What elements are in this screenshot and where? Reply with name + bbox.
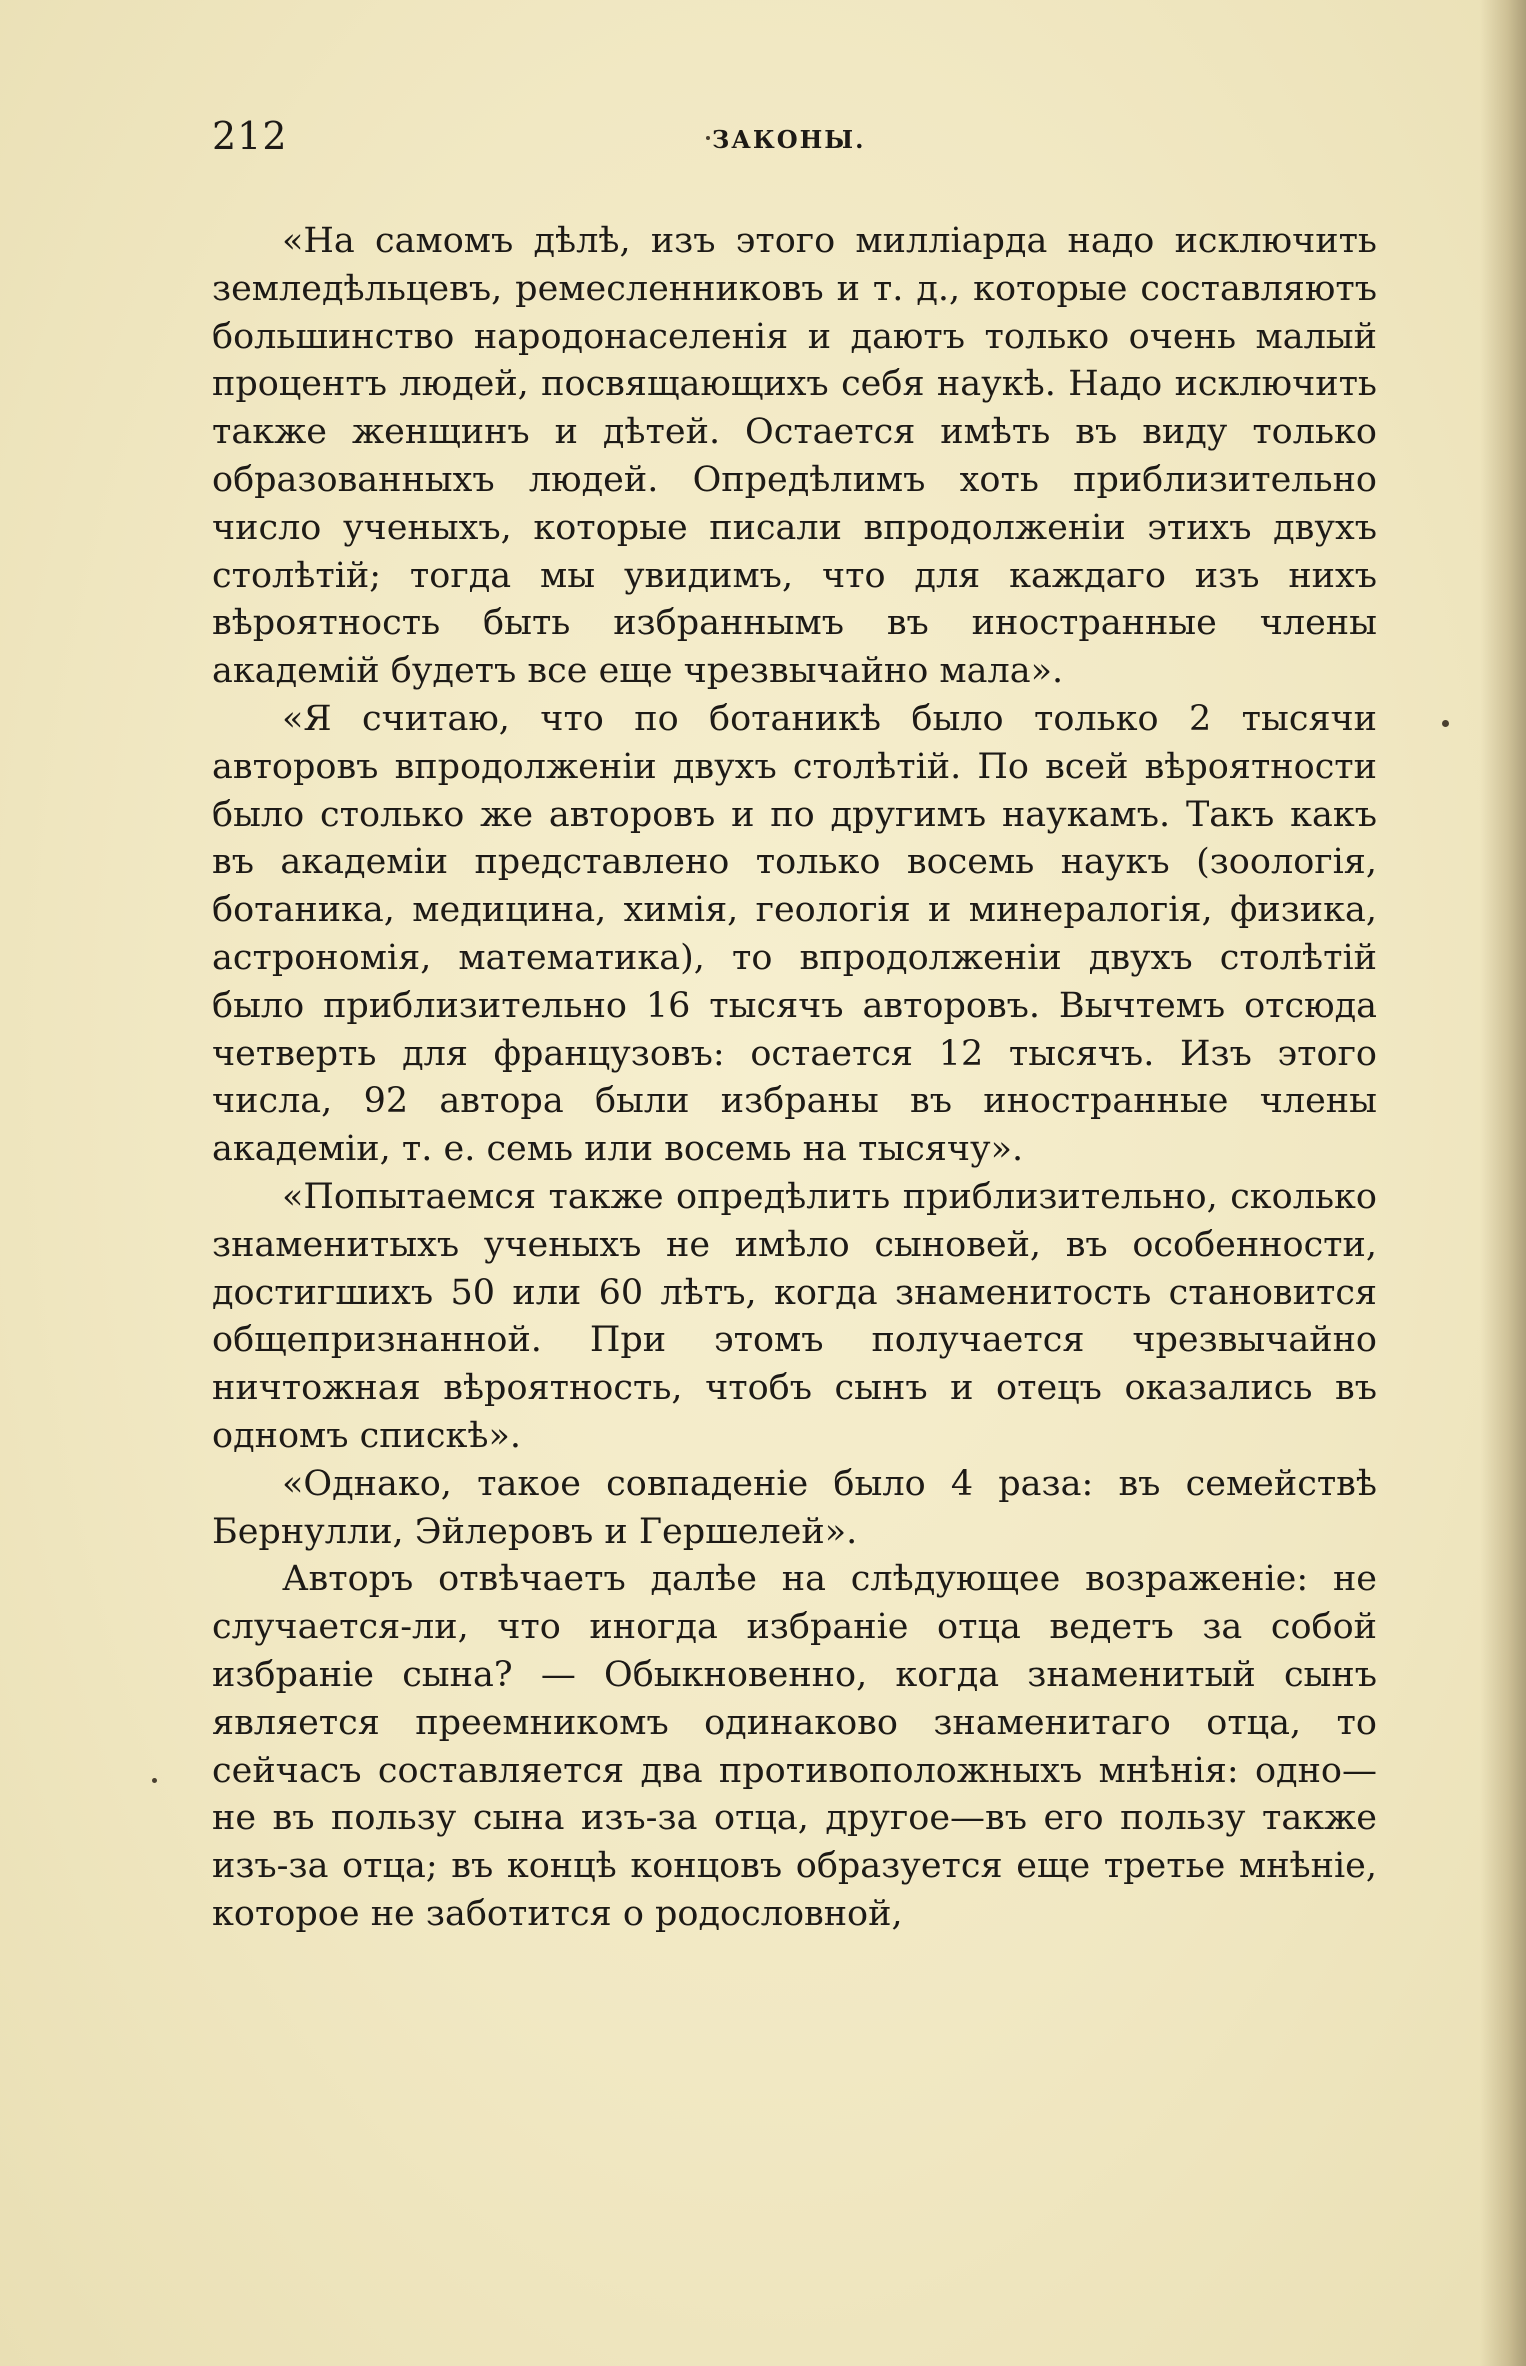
body-text — [212, 218, 1377, 1939]
ink-speck — [152, 1778, 157, 1783]
page-number: 212 — [212, 114, 288, 158]
paragraph-2: «Я считаю, что по ботаникѣ было только 2 тысячи авторовъ впродолженіи двухъ столѣтій. По всей вѣроятности было столько же авторовъ и по другимъ наукамъ. Такъ какъ въ академіи представлено только восемь наукъ (зоологія, ботаника, медицина, химія, геологія и минералогія, физика, астрономія, математика), то впродолженіи двухъ столѣтій было приблизительно 16 тысячъ авторовъ. Вычтемъ отсюда четверть для французовъ: остается 12 тысячъ. Изъ этого числа, 92 автора были избраны въ иностранные члены академіи, т. е. семь или восемь на тысячу». — [212, 698, 1377, 1170]
running-title: ЗАКОНЫ. — [712, 125, 866, 154]
page-edge-shadow — [1480, 0, 1526, 2366]
ink-speck — [1442, 720, 1449, 727]
page-header — [212, 112, 1377, 172]
paragraph-1: «На самомъ дѣлѣ, изъ этого милліарда надо исключить земледѣльцевъ, ремесленниковъ и т. д., которые составляютъ большинство народонаселенія и даютъ только очень малый процентъ людей, посвящающихъ себя наукѣ. Надо исключить также женщинъ и дѣтей. Остается имѣть въ виду только образованныхъ людей. Опредѣлимъ хоть приблизительно число ученыхъ, которые писали впродолженіи этихъ двухъ столѣтій; тогда мы увидимъ, что для каждаго изъ нихъ вѣроятность быть избраннымъ въ иностранные члены академій будетъ все еще чрезвычайно мала». — [212, 221, 1377, 692]
paragraph-5: Авторъ отвѣчаетъ далѣе на слѣдующее возраженіе: не случается-ли, что иногда избраніе отца ведетъ за собой избраніе сына? — Обыкновенно, когда знаменитый сынъ является преемникомъ одинаково знаменитаго отца, то сейчасъ составляется два противоположныхъ мнѣнія: одно—не въ пользу сына изъ-за отца, другое—въ его пользу также изъ-за отца; въ концѣ концовъ образуется еще третье мнѣніе, которое не заботится о родословной, — [212, 1559, 1377, 1934]
ink-speck — [706, 136, 710, 140]
paragraph-4: «Однако, такое совпаденіе было 4 раза: въ семействѣ Бернулли, Эйлеровъ и Гершелей». — [212, 1463, 1377, 1552]
paragraph-3: «Попытаемся также опредѣлить приблизительно, сколько знаменитыхъ ученыхъ не имѣло сыновей, въ особенности, достигшихъ 50 или 60 лѣтъ, когда знаменитость становится общепризнанной. При этомъ получается чрезвычайно ничтожная вѣроятность, чтобъ сынъ и отецъ оказались въ одномъ спискѣ». — [212, 1176, 1377, 1456]
